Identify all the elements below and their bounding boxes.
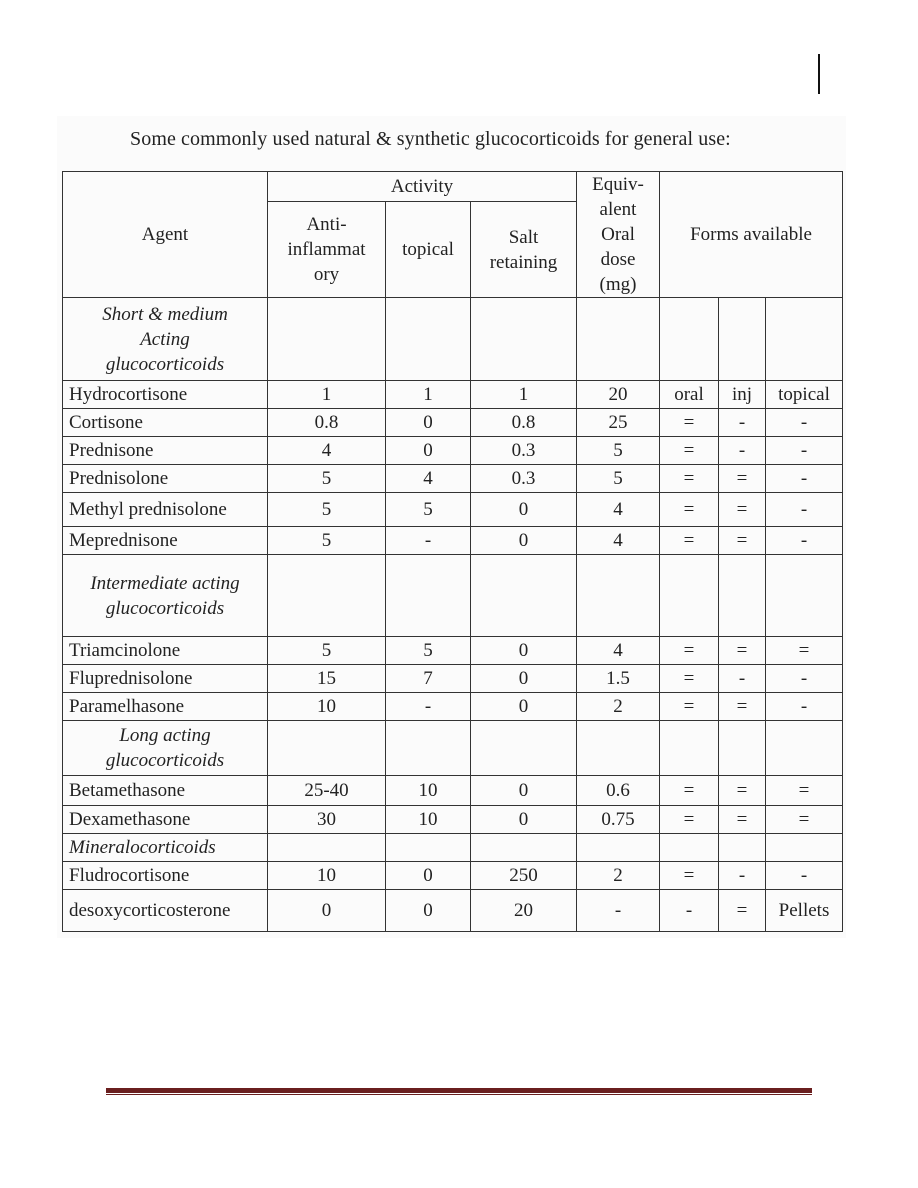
inj-cell: - [719,409,766,437]
section-line: glucocorticoids [105,597,225,619]
topical-form-cell: - [766,693,843,721]
empty-cell [719,834,766,862]
topical-cell: 4 [386,465,471,493]
empty-cell [386,721,471,776]
dose-line-1: Equiv- [592,174,644,195]
empty-cell [660,298,719,381]
topical-form-cell: = [766,776,843,806]
salt-cell: 0.3 [471,437,577,465]
anti-cell: 25-40 [268,776,386,806]
anti-line-2: inflammat [287,239,366,260]
oral-cell: oral [660,381,719,409]
section-label [63,298,268,381]
oral-cell: = [660,527,719,555]
agent-cell: Hydrocortisone [63,381,268,409]
inj-cell: = [719,806,766,834]
anti-line-3: ory [313,264,340,285]
header-anti-inflammatory [268,202,386,298]
topical-form-cell: - [766,465,843,493]
table-row [63,527,843,555]
inj-cell: inj [719,381,766,409]
dose-line-5: (mg) [599,274,637,295]
empty-cell [471,721,577,776]
header-topical: topical [386,202,471,298]
agent-cell: Prednisolone [63,465,268,493]
section-line: glucocorticoids [105,750,225,771]
salt-cell: 0 [471,776,577,806]
oral-cell: = [660,437,719,465]
topical-cell: 10 [386,806,471,834]
oral-cell: - [660,890,719,932]
agent-cell: Paramelhasone [63,693,268,721]
topical-form-cell: - [766,862,843,890]
table-row [63,381,843,409]
oral-cell: = [660,776,719,806]
salt-cell: 1 [471,381,577,409]
page-marker [818,54,820,94]
dose-cell: 5 [577,437,660,465]
empty-cell [660,555,719,637]
table-row [63,806,843,834]
glucocorticoids-table [62,171,843,932]
dose-cell: 20 [577,381,660,409]
table-caption: Some commonly used natural & synthetic glucocorticoids for general use: [130,128,731,150]
section-label [63,555,268,637]
empty-cell [386,834,471,862]
dose-cell: 4 [577,493,660,527]
empty-cell [577,555,660,637]
footer-rule-thin [106,1094,812,1095]
salt-cell: 0 [471,493,577,527]
inj-cell: - [719,862,766,890]
table-row [63,890,843,932]
dose-line-2: alent [599,199,637,220]
empty-cell [719,555,766,637]
table-row [63,862,843,890]
salt-line-2: retaining [489,251,558,273]
anti-cell: 1 [268,381,386,409]
agent-cell: Fluprednisolone [63,665,268,693]
inj-cell: = [719,465,766,493]
empty-cell [268,555,386,637]
header-agent: Agent [63,172,268,298]
dose-line-3: Oral [601,224,635,245]
oral-cell: = [660,806,719,834]
dose-cell: 0.6 [577,776,660,806]
agent-cell: Triamcinolone [63,637,268,665]
section-label: Mineralocorticoids [63,834,268,862]
empty-cell [386,298,471,381]
section-line: Short & medium [102,303,228,325]
salt-cell: 20 [471,890,577,932]
inj-cell: - [719,665,766,693]
section-short-medium [63,298,843,381]
agent-cell: desoxycorticosterone [63,890,268,932]
anti-line-1: Anti- [306,214,347,235]
empty-cell [766,298,843,381]
agent-cell: Meprednisone [63,527,268,555]
anti-cell: 10 [268,693,386,721]
anti-cell: 5 [268,527,386,555]
topical-form-cell: = [766,637,843,665]
inj-cell: = [719,693,766,721]
topical-form-cell: - [766,409,843,437]
header-forms-available: Forms available [660,172,843,298]
dose-cell: 4 [577,637,660,665]
table-row [63,637,843,665]
dose-cell: 2 [577,862,660,890]
section-line: Intermediate acting [90,572,240,594]
agent-cell: Cortisone [63,409,268,437]
section-line: Acting [140,328,190,350]
header-equivalent-dose [577,172,660,298]
dose-cell: - [577,890,660,932]
empty-cell [268,298,386,381]
salt-cell: 0 [471,693,577,721]
topical-cell: 0 [386,437,471,465]
dose-line-4: dose [600,249,636,270]
topical-form-cell: - [766,493,843,527]
salt-cell: 0.3 [471,465,577,493]
empty-cell [577,721,660,776]
inj-cell: = [719,493,766,527]
empty-cell [577,834,660,862]
table-row [63,776,843,806]
empty-cell [719,298,766,381]
oral-cell: = [660,637,719,665]
empty-cell [766,555,843,637]
dose-cell: 1.5 [577,665,660,693]
topical-cell: 10 [386,776,471,806]
oral-cell: = [660,465,719,493]
salt-cell: 0 [471,637,577,665]
empty-cell [471,834,577,862]
oral-cell: = [660,665,719,693]
header-activity: Activity [268,172,577,202]
anti-cell: 4 [268,437,386,465]
oral-cell: = [660,693,719,721]
topical-form-cell: - [766,665,843,693]
empty-cell [268,834,386,862]
topical-cell: 7 [386,665,471,693]
empty-cell [471,555,577,637]
salt-cell: 0 [471,806,577,834]
agent-cell: Betamethasone [63,776,268,806]
section-line: glucocorticoids [105,353,225,375]
anti-cell: 0.8 [268,409,386,437]
topical-cell: 0 [386,862,471,890]
topical-form-cell: = [766,806,843,834]
topical-form-cell: topical [766,381,843,409]
table-row [63,665,843,693]
anti-cell: 5 [268,637,386,665]
topical-form-cell: Pellets [766,890,843,932]
anti-cell: 10 [268,862,386,890]
oral-cell: = [660,409,719,437]
anti-cell: 5 [268,465,386,493]
oral-cell: = [660,493,719,527]
topical-cell: 0 [386,890,471,932]
table-row [63,437,843,465]
topical-cell: - [386,527,471,555]
empty-cell [660,721,719,776]
topical-cell: 5 [386,493,471,527]
empty-cell [719,721,766,776]
empty-cell [766,834,843,862]
section-label [63,721,268,776]
inj-cell: = [719,527,766,555]
inj-cell: = [719,776,766,806]
topical-cell: 1 [386,381,471,409]
inj-cell: = [719,890,766,932]
topical-cell: 0 [386,409,471,437]
anti-cell: 15 [268,665,386,693]
agent-cell: Dexamethasone [63,806,268,834]
anti-cell: 0 [268,890,386,932]
inj-cell: = [719,637,766,665]
dose-cell: 2 [577,693,660,721]
inj-cell: - [719,437,766,465]
section-line: Long acting [119,725,211,746]
empty-cell [766,721,843,776]
table-row [63,465,843,493]
anti-cell: 5 [268,493,386,527]
anti-cell: 30 [268,806,386,834]
section-mineralocorticoids [63,834,843,862]
oral-cell: = [660,862,719,890]
salt-line-1: Salt [508,226,539,248]
topical-form-cell: - [766,527,843,555]
topical-form-cell: - [766,437,843,465]
footer-rule [106,1088,812,1093]
section-intermediate [63,555,843,637]
table-row [63,693,843,721]
salt-cell: 0 [471,665,577,693]
agent-cell: Methyl prednisolone [63,493,268,527]
dose-cell: 25 [577,409,660,437]
salt-cell: 0.8 [471,409,577,437]
header-salt-retaining [471,202,577,298]
salt-cell: 0 [471,527,577,555]
salt-cell: 250 [471,862,577,890]
agent-cell: Prednisone [63,437,268,465]
header-row-1 [63,172,843,202]
empty-cell [268,721,386,776]
dose-cell: 0.75 [577,806,660,834]
empty-cell [471,298,577,381]
dose-cell: 5 [577,465,660,493]
empty-cell [577,298,660,381]
agent-cell: Fludrocortisone [63,862,268,890]
dose-cell: 4 [577,527,660,555]
section-long [63,721,843,776]
empty-cell [660,834,719,862]
table-row [63,409,843,437]
empty-cell [386,555,471,637]
topical-cell: - [386,693,471,721]
topical-cell: 5 [386,637,471,665]
table-row [63,493,843,527]
